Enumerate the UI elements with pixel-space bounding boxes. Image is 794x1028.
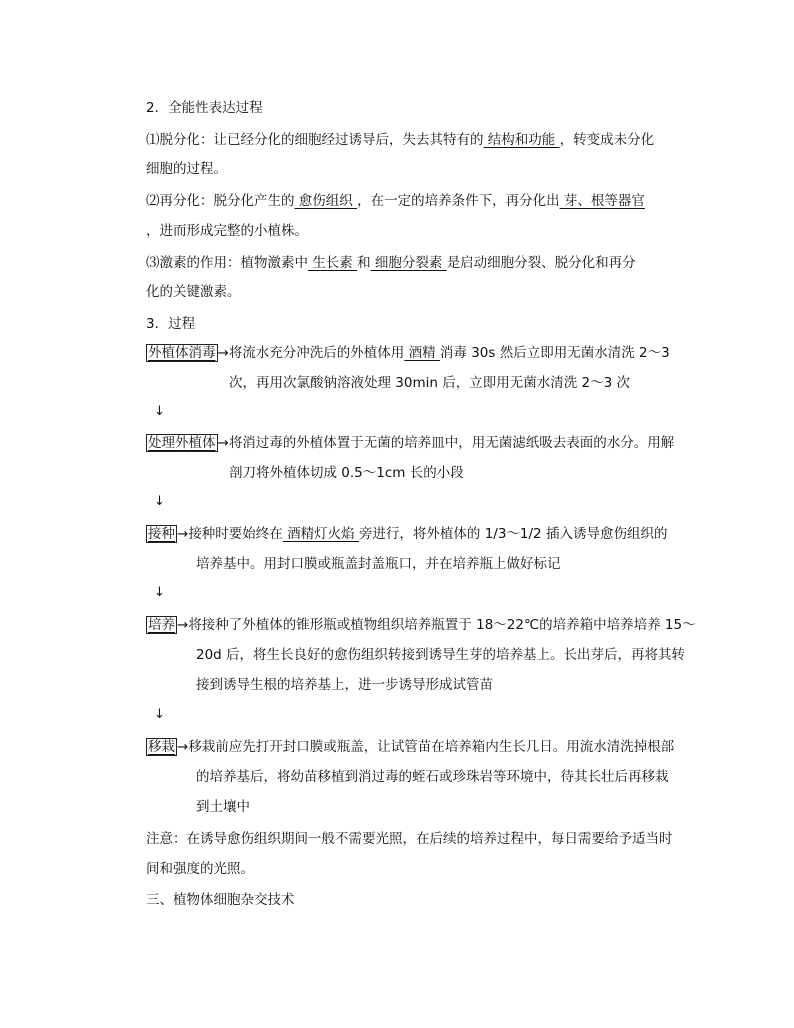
text: ，在一定的培养条件下，再分化出 xyxy=(357,193,560,209)
step-label-box: 移栽 xyxy=(148,739,175,755)
text: ⑶激素的作用：植物激素中 xyxy=(146,255,308,271)
right-arrow-icon: → xyxy=(177,617,189,633)
step-process-line2: 剖刀将外植体切成 0.5～1cm 长的小段 xyxy=(229,465,464,481)
paragraph-dedifferentiation-line2: 细胞的过程。 xyxy=(146,161,227,177)
answer-blank: 结构和功能 xyxy=(483,132,560,148)
step-label-box: 接种 xyxy=(148,526,175,542)
right-arrow-icon: → xyxy=(217,345,229,361)
text: ，转变成未分化 xyxy=(559,132,655,148)
step-label-box: 外植体消毒 xyxy=(148,345,216,361)
answer-blank: 细胞分裂素 xyxy=(370,255,447,271)
text: 旁进行，将外植体的 1/3～1/2 插入诱导愈伤组织的 xyxy=(358,526,668,542)
step-culture-line3: 接到诱导生根的培养基上，进一步诱导形成试管苗 xyxy=(196,677,493,693)
answer-blank: 酒精 xyxy=(404,345,440,361)
text: 将流水充分冲洗后的外植体用 xyxy=(228,345,405,361)
answer-blank: 生长素 xyxy=(308,255,358,271)
step-culture-line2: 20d 后，将生长良好的愈伤组织转接到诱导生芽的培养基上。长出芽后，再将其转 xyxy=(196,647,686,663)
step-inoculate-line1 xyxy=(146,524,667,544)
text: ⑵再分化：脱分化产生的 xyxy=(146,193,295,209)
note-line2: 间和强度的光照。 xyxy=(146,861,254,877)
step-inoculate-line2: 培养基中。用封口膜或瓶盖封盖瓶口，并在培养瓶上做好标记 xyxy=(196,556,561,572)
text: 将消过毒的外植体置于无菌的培养皿中，用无菌滤纸吸去表面的水分。用解 xyxy=(228,435,675,451)
step-sterilize-line2: 次，再用次氯酸钠溶液处理 30min 后，立即用无菌水清洗 2～3 次 xyxy=(229,375,630,391)
text: 接种时要始终在 xyxy=(188,526,283,542)
text: ，进而形成完整的小植株。 xyxy=(146,223,308,239)
text: 移栽前应先打开封口膜或瓶盖，让试管苗在培养箱内生长几日。用流水清洗掉根部 xyxy=(188,739,675,755)
section-3-title: 3．过程 xyxy=(146,316,196,332)
step-culture-line1 xyxy=(146,615,696,635)
paragraph-hormones-line2: 化的关键激素。 xyxy=(146,284,241,300)
step-label-box: 处理外植体 xyxy=(148,435,216,451)
note-line1: 注意：在诱导愈伤组织期间一般不需要光照，在后续的培养过程中，每日需要给予适当时 xyxy=(146,831,673,847)
paragraph-redifferentiation-line2 xyxy=(146,221,308,241)
right-arrow-icon: → xyxy=(217,435,229,451)
down-arrow-icon: ↓ xyxy=(154,707,165,722)
paragraph-redifferentiation-line1 xyxy=(146,191,645,211)
right-arrow-icon: → xyxy=(177,739,189,755)
text: 是启动细胞分裂、脱分化和再分 xyxy=(446,255,636,271)
right-arrow-icon: → xyxy=(177,526,189,542)
down-arrow-icon: ↓ xyxy=(154,585,165,600)
step-transplant-line3: 到土壤中 xyxy=(196,799,250,815)
answer-blank: 愈伤组织 xyxy=(294,193,358,209)
step-transplant-line2: 的培养基后，将幼苗移植到消过毒的蛭石或珍珠岩等环境中，待其长壮后再移栽 xyxy=(196,769,669,785)
down-arrow-icon: ↓ xyxy=(154,494,165,509)
paragraph-hormones-line1 xyxy=(146,253,636,273)
step-sterilize-line1 xyxy=(146,343,670,363)
section-2-title: 2．全能性表达过程 xyxy=(146,100,263,116)
text: 消毒 30s 然后立即用无菌水清洗 2～3 xyxy=(439,345,670,361)
step-label-box: 培养 xyxy=(148,617,175,633)
step-transplant-line1 xyxy=(146,737,674,757)
step-process-line1 xyxy=(146,433,674,453)
answer-blank: 芽、根等器官 xyxy=(559,193,645,209)
text: 和 xyxy=(357,255,371,271)
down-arrow-icon: ↓ xyxy=(154,404,165,419)
text: 将接种了外植体的锥形瓶或植物组织培养瓶置于 18～22℃的培养箱中培养培养 15～ xyxy=(188,617,696,633)
text: ⑴脱分化：让已经分化的细胞经过诱导后，失去其特有的 xyxy=(146,132,484,148)
section-three-title: 三、植物体细胞杂交技术 xyxy=(146,892,295,908)
paragraph-dedifferentiation-line1 xyxy=(146,130,654,150)
answer-blank: 酒精灯火焰 xyxy=(282,526,359,542)
